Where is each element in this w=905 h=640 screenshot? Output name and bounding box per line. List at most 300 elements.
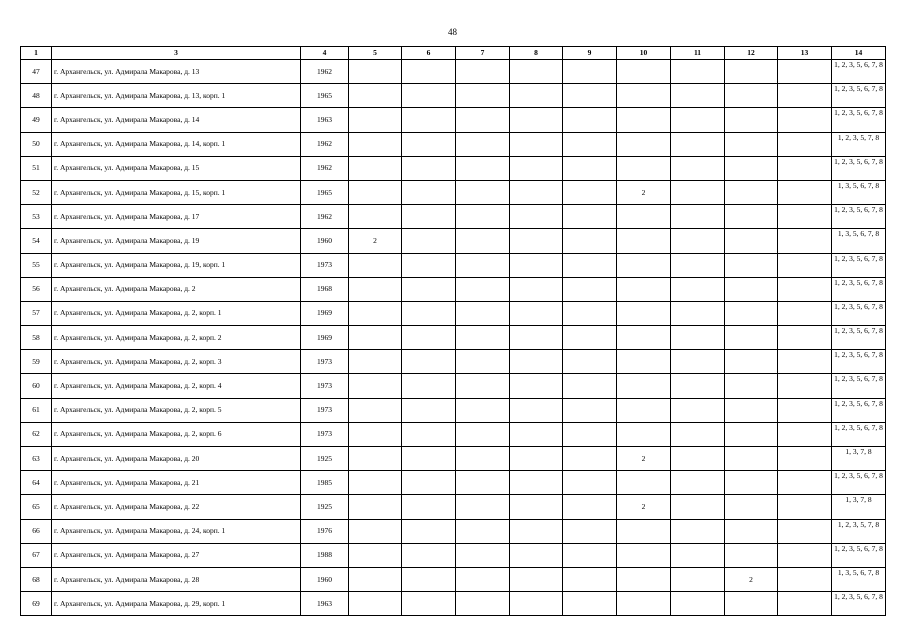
col6-cell <box>402 180 456 204</box>
address-cell: г. Архангельск, ул. Адмирала Макарова, д. 2, корп. 1 <box>52 301 301 325</box>
col5-cell <box>349 519 402 543</box>
col11-cell <box>671 422 725 446</box>
table-row <box>21 84 886 108</box>
address-cell: г. Архангельск, ул. Адмирала Макарова, д. 2 <box>52 277 301 301</box>
notes-cell: 1, 2, 3, 5, 6, 7, 8 <box>832 60 886 84</box>
col13-cell <box>778 519 832 543</box>
column-header-5: 5 <box>349 47 402 60</box>
col5-cell <box>349 592 402 616</box>
col6-cell <box>402 60 456 84</box>
col7-cell <box>456 350 510 374</box>
col8-cell <box>510 471 563 495</box>
notes-cell: 1, 2, 3, 5, 6, 7, 8 <box>832 205 886 229</box>
col13-cell <box>778 277 832 301</box>
buildings-table <box>20 46 886 616</box>
address-cell: г. Архангельск, ул. Адмирала Макарова, д. 15, корп. 1 <box>52 180 301 204</box>
row-number-cell: 48 <box>21 84 52 108</box>
col6-cell <box>402 374 456 398</box>
col9-cell <box>563 398 617 422</box>
col5-cell <box>349 156 402 180</box>
notes-cell: 1, 2, 3, 5, 6, 7, 8 <box>832 350 886 374</box>
col6-cell <box>402 253 456 277</box>
col7-cell <box>456 253 510 277</box>
col6-cell <box>402 132 456 156</box>
year-cell: 1973 <box>301 422 349 446</box>
col13-cell <box>778 495 832 519</box>
col5-cell <box>349 301 402 325</box>
col6-cell <box>402 519 456 543</box>
col11-cell <box>671 84 725 108</box>
column-header-12: 12 <box>725 47 778 60</box>
col10-cell <box>617 108 671 132</box>
col13-cell <box>778 350 832 374</box>
row-number-cell: 60 <box>21 374 52 398</box>
row-number-cell: 54 <box>21 229 52 253</box>
col9-cell <box>563 374 617 398</box>
table-row <box>21 229 886 253</box>
table-row <box>21 253 886 277</box>
col6-cell <box>402 567 456 591</box>
col13-cell <box>778 374 832 398</box>
notes-cell: 1, 2, 3, 5, 7, 8 <box>832 519 886 543</box>
col11-cell <box>671 519 725 543</box>
row-number-cell: 55 <box>21 253 52 277</box>
col8-cell <box>510 567 563 591</box>
column-header-4: 4 <box>301 47 349 60</box>
col9-cell <box>563 180 617 204</box>
col10-cell <box>617 374 671 398</box>
col10-cell <box>617 592 671 616</box>
col13-cell <box>778 447 832 471</box>
column-header-9: 9 <box>563 47 617 60</box>
year-cell: 1976 <box>301 519 349 543</box>
col12-cell <box>725 326 778 350</box>
col10-cell <box>617 229 671 253</box>
address-cell: г. Архангельск, ул. Адмирала Макарова, д. 27 <box>52 543 301 567</box>
column-header-13: 13 <box>778 47 832 60</box>
col12-cell <box>725 350 778 374</box>
col5-cell <box>349 180 402 204</box>
col5-cell <box>349 60 402 84</box>
col10-cell <box>617 205 671 229</box>
col11-cell <box>671 543 725 567</box>
col13-cell <box>778 301 832 325</box>
address-cell: г. Архангельск, ул. Адмирала Макарова, д. 24, корп. 1 <box>52 519 301 543</box>
address-cell: г. Архангельск, ул. Адмирала Макарова, д. 14, корп. 1 <box>52 132 301 156</box>
year-cell: 1965 <box>301 84 349 108</box>
notes-cell: 1, 2, 3, 5, 7, 8 <box>832 132 886 156</box>
col12-cell <box>725 543 778 567</box>
year-cell: 1960 <box>301 567 349 591</box>
col7-cell <box>456 205 510 229</box>
col5-cell <box>349 253 402 277</box>
row-number-cell: 64 <box>21 471 52 495</box>
col11-cell <box>671 60 725 84</box>
col7-cell <box>456 567 510 591</box>
col11-cell <box>671 277 725 301</box>
col9-cell <box>563 205 617 229</box>
col11-cell <box>671 108 725 132</box>
table-row <box>21 180 886 204</box>
col12-cell <box>725 229 778 253</box>
column-header-10: 10 <box>617 47 671 60</box>
column-header-7: 7 <box>456 47 510 60</box>
col6-cell <box>402 592 456 616</box>
col10-cell <box>617 60 671 84</box>
col8-cell <box>510 350 563 374</box>
col7-cell <box>456 60 510 84</box>
col11-cell <box>671 495 725 519</box>
address-cell: г. Архангельск, ул. Адмирала Макарова, д. 21 <box>52 471 301 495</box>
col12-cell <box>725 180 778 204</box>
year-cell: 1963 <box>301 108 349 132</box>
col11-cell <box>671 253 725 277</box>
col7-cell <box>456 229 510 253</box>
table-row <box>21 205 886 229</box>
col8-cell <box>510 398 563 422</box>
col7-cell <box>456 398 510 422</box>
year-cell: 1962 <box>301 132 349 156</box>
col5-cell <box>349 326 402 350</box>
col13-cell <box>778 543 832 567</box>
col10-cell <box>617 132 671 156</box>
col9-cell <box>563 447 617 471</box>
col12-cell: 2 <box>725 567 778 591</box>
column-header-3: 3 <box>52 47 301 60</box>
col7-cell <box>456 180 510 204</box>
year-cell: 1925 <box>301 447 349 471</box>
year-cell: 1960 <box>301 229 349 253</box>
col8-cell <box>510 60 563 84</box>
col8-cell <box>510 108 563 132</box>
col5-cell <box>349 277 402 301</box>
col5-cell <box>349 108 402 132</box>
col7-cell <box>456 447 510 471</box>
col11-cell <box>671 301 725 325</box>
col9-cell <box>563 519 617 543</box>
row-number-cell: 52 <box>21 180 52 204</box>
col10-cell <box>617 277 671 301</box>
col8-cell <box>510 374 563 398</box>
notes-cell: 1, 2, 3, 5, 6, 7, 8 <box>832 108 886 132</box>
col12-cell <box>725 301 778 325</box>
table-row <box>21 592 886 616</box>
col8-cell <box>510 543 563 567</box>
table-row <box>21 495 886 519</box>
col10-cell <box>617 253 671 277</box>
col7-cell <box>456 132 510 156</box>
address-cell: г. Архангельск, ул. Адмирала Макарова, д. 17 <box>52 205 301 229</box>
col7-cell <box>456 84 510 108</box>
col11-cell <box>671 567 725 591</box>
table-row <box>21 519 886 543</box>
col8-cell <box>510 84 563 108</box>
col10-cell <box>617 326 671 350</box>
col9-cell <box>563 592 617 616</box>
row-number-cell: 68 <box>21 567 52 591</box>
notes-cell: 1, 3, 5, 6, 7, 8 <box>832 567 886 591</box>
col5-cell: 2 <box>349 229 402 253</box>
address-cell: г. Архангельск, ул. Адмирала Макарова, д. 2, корп. 5 <box>52 398 301 422</box>
col13-cell <box>778 108 832 132</box>
col10-cell <box>617 422 671 446</box>
col9-cell <box>563 495 617 519</box>
notes-cell: 1, 2, 3, 5, 6, 7, 8 <box>832 156 886 180</box>
col13-cell <box>778 253 832 277</box>
year-cell: 1985 <box>301 471 349 495</box>
col13-cell <box>778 398 832 422</box>
col10-cell <box>617 84 671 108</box>
col6-cell <box>402 495 456 519</box>
col8-cell <box>510 205 563 229</box>
col12-cell <box>725 60 778 84</box>
col8-cell <box>510 253 563 277</box>
col10-cell <box>617 350 671 374</box>
col10-cell <box>617 398 671 422</box>
row-number-cell: 65 <box>21 495 52 519</box>
col9-cell <box>563 567 617 591</box>
col5-cell <box>349 132 402 156</box>
col12-cell <box>725 422 778 446</box>
notes-cell: 1, 2, 3, 5, 6, 7, 8 <box>832 422 886 446</box>
col8-cell <box>510 229 563 253</box>
address-cell: г. Архангельск, ул. Адмирала Макарова, д. 22 <box>52 495 301 519</box>
year-cell: 1963 <box>301 592 349 616</box>
table-row <box>21 398 886 422</box>
col8-cell <box>510 156 563 180</box>
col10-cell: 2 <box>617 495 671 519</box>
col7-cell <box>456 374 510 398</box>
col13-cell <box>778 229 832 253</box>
address-cell: г. Архангельск, ул. Адмирала Макарова, д. 20 <box>52 447 301 471</box>
row-number-cell: 59 <box>21 350 52 374</box>
col12-cell <box>725 253 778 277</box>
col9-cell <box>563 253 617 277</box>
table-row <box>21 60 886 84</box>
row-number-cell: 62 <box>21 422 52 446</box>
col12-cell <box>725 519 778 543</box>
column-header-14: 14 <box>832 47 886 60</box>
address-cell: г. Архангельск, ул. Адмирала Макарова, д. 28 <box>52 567 301 591</box>
col7-cell <box>456 326 510 350</box>
col5-cell <box>349 422 402 446</box>
address-cell: г. Архангельск, ул. Адмирала Макарова, д. 13 <box>52 60 301 84</box>
col7-cell <box>456 519 510 543</box>
col13-cell <box>778 132 832 156</box>
row-number-cell: 47 <box>21 60 52 84</box>
col12-cell <box>725 277 778 301</box>
col5-cell <box>349 447 402 471</box>
col13-cell <box>778 84 832 108</box>
col8-cell <box>510 301 563 325</box>
table-row <box>21 567 886 591</box>
col6-cell <box>402 543 456 567</box>
col7-cell <box>456 495 510 519</box>
row-number-cell: 69 <box>21 592 52 616</box>
col9-cell <box>563 108 617 132</box>
notes-cell: 1, 2, 3, 5, 6, 7, 8 <box>832 253 886 277</box>
col10-cell <box>617 156 671 180</box>
col12-cell <box>725 108 778 132</box>
address-cell: г. Архангельск, ул. Адмирала Макарова, д. 2, корп. 4 <box>52 374 301 398</box>
row-number-cell: 51 <box>21 156 52 180</box>
col10-cell: 2 <box>617 447 671 471</box>
table-row <box>21 108 886 132</box>
row-number-cell: 63 <box>21 447 52 471</box>
col9-cell <box>563 229 617 253</box>
col12-cell <box>725 84 778 108</box>
col11-cell <box>671 132 725 156</box>
col10-cell <box>617 301 671 325</box>
col12-cell <box>725 132 778 156</box>
col11-cell <box>671 471 725 495</box>
col7-cell <box>456 592 510 616</box>
col6-cell <box>402 108 456 132</box>
col9-cell <box>563 156 617 180</box>
notes-cell: 1, 3, 5, 6, 7, 8 <box>832 180 886 204</box>
col10-cell <box>617 471 671 495</box>
col10-cell <box>617 567 671 591</box>
year-cell: 1969 <box>301 301 349 325</box>
table-row <box>21 156 886 180</box>
notes-cell: 1, 2, 3, 5, 6, 7, 8 <box>832 326 886 350</box>
year-cell: 1973 <box>301 350 349 374</box>
row-number-cell: 66 <box>21 519 52 543</box>
address-cell: г. Архангельск, ул. Адмирала Макарова, д. 13, корп. 1 <box>52 84 301 108</box>
notes-cell: 1, 3, 7, 8 <box>832 495 886 519</box>
col13-cell <box>778 326 832 350</box>
col11-cell <box>671 374 725 398</box>
year-cell: 1965 <box>301 180 349 204</box>
year-cell: 1925 <box>301 495 349 519</box>
col12-cell <box>725 374 778 398</box>
header-row <box>21 47 886 60</box>
col7-cell <box>456 108 510 132</box>
row-number-cell: 57 <box>21 301 52 325</box>
page-number: 48 <box>448 27 457 37</box>
notes-cell: 1, 2, 3, 5, 6, 7, 8 <box>832 301 886 325</box>
address-cell: г. Архангельск, ул. Адмирала Макарова, д. 14 <box>52 108 301 132</box>
address-cell: г. Архангельск, ул. Адмирала Макарова, д. 19, корп. 1 <box>52 253 301 277</box>
col12-cell <box>725 471 778 495</box>
col13-cell <box>778 180 832 204</box>
table-row <box>21 277 886 301</box>
col9-cell <box>563 326 617 350</box>
col6-cell <box>402 350 456 374</box>
col13-cell <box>778 422 832 446</box>
col9-cell <box>563 350 617 374</box>
col12-cell <box>725 592 778 616</box>
col8-cell <box>510 495 563 519</box>
notes-cell: 1, 3, 7, 8 <box>832 447 886 471</box>
col9-cell <box>563 132 617 156</box>
column-header-1: 1 <box>21 47 52 60</box>
col5-cell <box>349 84 402 108</box>
col13-cell <box>778 592 832 616</box>
col11-cell <box>671 205 725 229</box>
col12-cell <box>725 447 778 471</box>
col8-cell <box>510 519 563 543</box>
col8-cell <box>510 447 563 471</box>
year-cell: 1973 <box>301 398 349 422</box>
col7-cell <box>456 471 510 495</box>
year-cell: 1988 <box>301 543 349 567</box>
col9-cell <box>563 471 617 495</box>
col12-cell <box>725 398 778 422</box>
col10-cell <box>617 543 671 567</box>
col9-cell <box>563 422 617 446</box>
col8-cell <box>510 422 563 446</box>
row-number-cell: 61 <box>21 398 52 422</box>
year-cell: 1962 <box>301 60 349 84</box>
row-number-cell: 67 <box>21 543 52 567</box>
address-cell: г. Архангельск, ул. Адмирала Макарова, д. 2, корп. 2 <box>52 326 301 350</box>
col11-cell <box>671 592 725 616</box>
col9-cell <box>563 543 617 567</box>
col11-cell <box>671 229 725 253</box>
table-row <box>21 471 886 495</box>
table-row <box>21 543 886 567</box>
col6-cell <box>402 205 456 229</box>
address-cell: г. Архангельск, ул. Адмирала Макарова, д. 2, корп. 6 <box>52 422 301 446</box>
col8-cell <box>510 326 563 350</box>
col6-cell <box>402 156 456 180</box>
table-row <box>21 422 886 446</box>
row-number-cell: 49 <box>21 108 52 132</box>
col5-cell <box>349 543 402 567</box>
notes-cell: 1, 2, 3, 5, 6, 7, 8 <box>832 277 886 301</box>
col6-cell <box>402 398 456 422</box>
table-row <box>21 301 886 325</box>
col10-cell <box>617 519 671 543</box>
notes-cell: 1, 2, 3, 5, 6, 7, 8 <box>832 398 886 422</box>
year-cell: 1969 <box>301 326 349 350</box>
col8-cell <box>510 592 563 616</box>
year-cell: 1968 <box>301 277 349 301</box>
col5-cell <box>349 350 402 374</box>
col13-cell <box>778 567 832 591</box>
row-number-cell: 50 <box>21 132 52 156</box>
notes-cell: 1, 2, 3, 5, 6, 7, 8 <box>832 84 886 108</box>
col9-cell <box>563 60 617 84</box>
col6-cell <box>402 229 456 253</box>
notes-cell: 1, 2, 3, 5, 6, 7, 8 <box>832 471 886 495</box>
col6-cell <box>402 277 456 301</box>
col12-cell <box>725 156 778 180</box>
row-number-cell: 56 <box>21 277 52 301</box>
notes-cell: 1, 2, 3, 5, 6, 7, 8 <box>832 374 886 398</box>
col7-cell <box>456 277 510 301</box>
column-header-6: 6 <box>402 47 456 60</box>
col9-cell <box>563 301 617 325</box>
col5-cell <box>349 398 402 422</box>
col5-cell <box>349 567 402 591</box>
col7-cell <box>456 156 510 180</box>
col9-cell <box>563 84 617 108</box>
col6-cell <box>402 326 456 350</box>
table-row <box>21 447 886 471</box>
col6-cell <box>402 422 456 446</box>
col11-cell <box>671 156 725 180</box>
col7-cell <box>456 301 510 325</box>
col7-cell <box>456 422 510 446</box>
table-body <box>21 60 886 616</box>
year-cell: 1962 <box>301 156 349 180</box>
notes-cell: 1, 2, 3, 5, 6, 7, 8 <box>832 543 886 567</box>
col7-cell <box>456 543 510 567</box>
address-cell: г. Архангельск, ул. Адмирала Макарова, д. 2, корп. 3 <box>52 350 301 374</box>
col11-cell <box>671 326 725 350</box>
